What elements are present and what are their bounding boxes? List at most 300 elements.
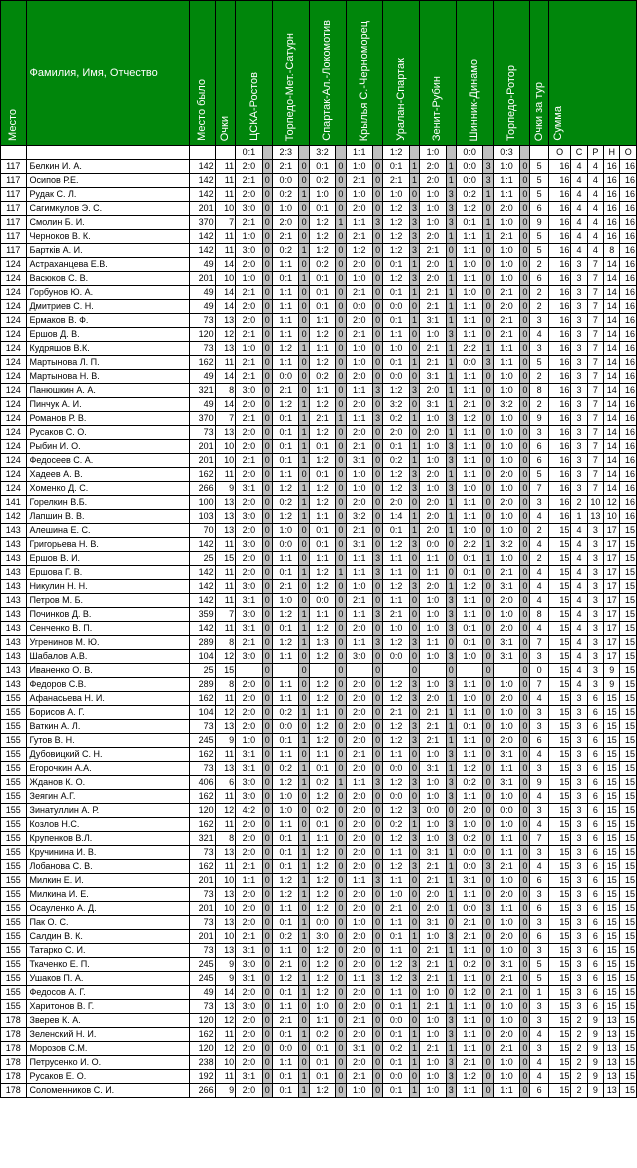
table-cell: 100 — [190, 496, 216, 510]
table-row — [1, 174, 637, 188]
table-cell: 1 — [409, 818, 419, 832]
table-cell: 2:1 — [236, 328, 263, 342]
table-cell: 0 — [483, 692, 493, 706]
results-row — [1, 146, 637, 160]
table-cell: 13 — [604, 1028, 620, 1042]
table-cell: 2:1 — [236, 930, 263, 944]
table-cell: 0 — [483, 776, 493, 790]
table-cell: 1 — [409, 440, 419, 454]
table-cell: 14 — [604, 468, 620, 482]
table-cell: 15 — [604, 902, 620, 916]
table-cell: 0 — [446, 636, 456, 650]
table-row — [1, 510, 637, 524]
table-cell: 117 — [1, 188, 27, 202]
table-cell: 0 — [520, 202, 530, 216]
table-cell: 3 — [571, 440, 587, 454]
table-cell: 0 — [409, 608, 419, 622]
table-cell: 1 — [409, 1000, 419, 1014]
table-cell: 2:0 — [420, 510, 447, 524]
table-cell: 2:0 — [236, 678, 263, 692]
table-cell: 0 — [520, 930, 530, 944]
table-cell: 1:1 — [383, 986, 410, 1000]
table-cell: 1:1 — [456, 496, 483, 510]
table-cell: 0:1 — [383, 930, 410, 944]
table-cell: 1:1 — [456, 678, 483, 692]
table-cell: 2:1 — [420, 944, 447, 958]
table-cell: 0 — [483, 622, 493, 636]
table-cell: 13 — [215, 916, 235, 930]
table-cell — [346, 664, 373, 678]
table-cell: 2:0 — [493, 202, 520, 216]
table-cell: 0 — [446, 664, 456, 678]
table-cell: 0 — [483, 608, 493, 622]
table-cell: 0:1 — [456, 216, 483, 230]
table-cell: 1:2 — [309, 986, 336, 1000]
table-cell: 7 — [215, 216, 235, 230]
table-cell: 0:1 — [309, 468, 336, 482]
table-cell: 1 — [446, 1000, 456, 1014]
table-cell: 1:1 — [272, 902, 299, 916]
participant-name: Ермаков В. Ф. — [26, 314, 190, 328]
table-cell: 0 — [336, 370, 346, 384]
table-cell: 14 — [604, 440, 620, 454]
table-cell: 3 — [571, 930, 587, 944]
table-cell: 1:1 — [383, 748, 410, 762]
table-row — [1, 580, 637, 594]
table-cell: 1:0 — [420, 622, 447, 636]
table-cell: 1:2 — [272, 482, 299, 496]
table-cell: 1 — [409, 1042, 419, 1056]
table-cell: 1:0 — [383, 622, 410, 636]
participant-name: Сенченко В. П. — [26, 622, 190, 636]
table-cell: 2:0 — [420, 160, 447, 174]
table-row — [1, 790, 637, 804]
table-cell: 0 — [373, 258, 383, 272]
table-cell: 0:2 — [456, 832, 483, 846]
table-cell: 0:1 — [272, 1084, 299, 1098]
table-cell: 3 — [571, 300, 587, 314]
table-cell: 16 — [548, 398, 570, 412]
table-cell: 0 — [520, 552, 530, 566]
table-cell: 1 — [336, 412, 346, 426]
table-cell: 6 — [587, 846, 603, 860]
table-cell: 3 — [530, 846, 548, 860]
table-cell: 0 — [483, 1028, 493, 1042]
table-cell: 0 — [373, 1084, 383, 1098]
table-cell: 0 — [336, 454, 346, 468]
table-cell: 0 — [483, 678, 493, 692]
table-cell: 0 — [409, 846, 419, 860]
table-row — [1, 944, 637, 958]
table-cell: 142 — [190, 594, 216, 608]
table-cell: 16 — [548, 440, 570, 454]
table-cell: 6 — [587, 944, 603, 958]
table-cell: 0 — [373, 986, 383, 1000]
table-cell: 3:1 — [493, 748, 520, 762]
table-cell: 0:1 — [383, 356, 410, 370]
table-cell: 406 — [190, 776, 216, 790]
header-tour-points: Очки за тур — [530, 1, 548, 146]
table-cell: 6 — [587, 916, 603, 930]
table-cell: 11 — [215, 692, 235, 706]
table-cell: 1:2 — [309, 622, 336, 636]
table-cell: 0 — [373, 538, 383, 552]
table-cell: 1:1 — [272, 468, 299, 482]
table-cell: 4 — [587, 230, 603, 244]
table-cell: 0:2 — [272, 496, 299, 510]
table-cell: 4 — [587, 174, 603, 188]
table-cell: 6 — [587, 706, 603, 720]
table-cell: 4 — [571, 608, 587, 622]
participant-name: Ершов Д. В. — [26, 328, 190, 342]
table-cell: 155 — [1, 986, 27, 1000]
header-name: Фамилия, Имя, Отчество — [26, 1, 190, 146]
table-cell: 0 — [409, 328, 419, 342]
table-cell: 0 — [520, 594, 530, 608]
table-cell: 2:0 — [420, 384, 447, 398]
table-cell: 16 — [620, 426, 637, 440]
table-cell: 0 — [336, 510, 346, 524]
table-cell: 1 — [483, 342, 493, 356]
table-cell: 0 — [262, 244, 272, 258]
table-cell: 2:1 — [272, 580, 299, 594]
table-cell: 3 — [587, 664, 603, 678]
table-cell: 1 — [446, 370, 456, 384]
table-cell: 0 — [483, 804, 493, 818]
table-cell: 0 — [373, 664, 383, 678]
table-cell: 1:2 — [383, 636, 410, 650]
table-cell: 15 — [548, 636, 570, 650]
match-result: 0:1 — [236, 146, 263, 160]
table-cell: 1 — [299, 972, 309, 986]
table-cell: 0 — [262, 944, 272, 958]
table-cell: 1:1 — [272, 300, 299, 314]
table-cell: 0 — [336, 398, 346, 412]
table-cell: 16 — [620, 398, 637, 412]
table-cell: 178 — [1, 1042, 27, 1056]
table-cell: 201 — [190, 440, 216, 454]
table-cell: 0:2 — [456, 776, 483, 790]
table-cell: 1:0 — [272, 790, 299, 804]
table-cell: 3 — [446, 216, 456, 230]
table-cell: 2:1 — [493, 972, 520, 986]
table-cell: 3 — [530, 1000, 548, 1014]
table-cell: 2:0 — [346, 314, 373, 328]
table-cell — [383, 664, 410, 678]
table-cell: 1:0 — [493, 412, 520, 426]
table-cell: 7 — [530, 832, 548, 846]
table-cell: 11 — [215, 594, 235, 608]
table-cell: 3 — [587, 636, 603, 650]
table-cell: 1 — [299, 916, 309, 930]
table-cell: 2:0 — [346, 426, 373, 440]
table-cell: 0 — [446, 566, 456, 580]
table-cell: 12 — [215, 706, 235, 720]
table-cell: 2 — [530, 552, 548, 566]
table-cell: 1:0 — [420, 216, 447, 230]
participant-name: Хоменко Д. С. — [26, 482, 190, 496]
table-cell: 1:2 — [309, 692, 336, 706]
table-cell: 0 — [262, 790, 272, 804]
table-cell: 117 — [1, 174, 27, 188]
table-cell: 2:0 — [420, 426, 447, 440]
participant-name: Пинчук А. И. — [26, 398, 190, 412]
table-cell: 1:0 — [493, 370, 520, 384]
table-cell: 1:1 — [272, 692, 299, 706]
table-cell: 0 — [483, 1000, 493, 1014]
table-cell: 0 — [373, 804, 383, 818]
table-cell: 0 — [336, 930, 346, 944]
table-cell: 3 — [571, 748, 587, 762]
table-cell: 15 — [620, 678, 637, 692]
table-cell: 1:0 — [456, 286, 483, 300]
table-cell: 3 — [571, 468, 587, 482]
table-cell: 3 — [587, 566, 603, 580]
table-cell: 2:1 — [383, 706, 410, 720]
table-cell: 15 — [548, 986, 570, 1000]
table-cell: 1:2 — [383, 384, 410, 398]
table-cell: 10 — [215, 202, 235, 216]
table-cell: 0 — [483, 496, 493, 510]
table-cell: 0 — [299, 818, 309, 832]
table-cell: 8 — [530, 608, 548, 622]
table-cell: 3 — [409, 804, 419, 818]
table-cell: 2:0 — [346, 1000, 373, 1014]
table-cell: 4 — [530, 580, 548, 594]
table-cell: 5 — [530, 958, 548, 972]
table-cell: 9 — [587, 1084, 603, 1098]
table-cell: 0 — [373, 1056, 383, 1070]
table-cell: 3 — [530, 720, 548, 734]
table-cell: 14 — [604, 328, 620, 342]
table-cell: 1:2 — [456, 412, 483, 426]
table-cell: 14 — [604, 314, 620, 328]
table-cell: 3:0 — [346, 650, 373, 664]
table-cell: 0 — [262, 202, 272, 216]
table-cell: 1:2 — [309, 650, 336, 664]
table-cell: 0 — [262, 804, 272, 818]
table-cell: 0 — [520, 1070, 530, 1084]
table-cell: 2:0 — [493, 930, 520, 944]
table-cell: 16 — [548, 454, 570, 468]
participant-name: Крупенков В.Л. — [26, 832, 190, 846]
table-cell: 155 — [1, 944, 27, 958]
participant-name: Милкин Е. И. — [26, 874, 190, 888]
table-cell: 3 — [409, 860, 419, 874]
table-cell: 3:1 — [456, 874, 483, 888]
table-cell: 3 — [446, 1084, 456, 1098]
table-cell: 0 — [520, 636, 530, 650]
table-cell: 0:1 — [309, 300, 336, 314]
table-cell: 1 — [299, 188, 309, 202]
table-cell: 2:0 — [346, 258, 373, 272]
table-cell: 0 — [373, 174, 383, 188]
table-cell: 0 — [520, 1000, 530, 1014]
table-cell: 0:2 — [309, 174, 336, 188]
table-cell: 155 — [1, 874, 27, 888]
table-cell: 142 — [190, 622, 216, 636]
table-cell: 0 — [336, 622, 346, 636]
table-cell: 0 — [520, 538, 530, 552]
summary-header: С — [571, 146, 587, 160]
table-cell: 1:0 — [346, 1084, 373, 1098]
table-cell: 0 — [409, 496, 419, 510]
table-cell: 0:1 — [272, 1070, 299, 1084]
table-cell: 0 — [483, 748, 493, 762]
table-cell: 6 — [587, 888, 603, 902]
table-cell: 1 — [483, 230, 493, 244]
table-cell: 15 — [548, 566, 570, 580]
table-cell: 13 — [604, 1084, 620, 1098]
table-cell: 0 — [520, 1014, 530, 1028]
table-cell: 1:1 — [420, 552, 447, 566]
table-cell: 2:1 — [420, 860, 447, 874]
table-cell: 1 — [299, 706, 309, 720]
table-row — [1, 846, 637, 860]
table-cell: 0 — [409, 874, 419, 888]
table-cell: 0 — [299, 328, 309, 342]
table-cell: 15 — [620, 748, 637, 762]
table-cell: 70 — [190, 524, 216, 538]
table-cell: 7 — [215, 608, 235, 622]
table-cell: 73 — [190, 762, 216, 776]
table-cell: 0 — [409, 370, 419, 384]
table-cell: 0 — [336, 664, 346, 678]
table-cell: 2:1 — [420, 300, 447, 314]
table-cell: 0 — [483, 300, 493, 314]
table-cell: 1 — [446, 958, 456, 972]
table-cell: 2:0 — [346, 804, 373, 818]
table-cell: 3 — [446, 1056, 456, 1070]
table-cell: 3:0 — [236, 608, 263, 622]
table-cell: 16 — [548, 272, 570, 286]
table-cell: 162 — [190, 692, 216, 706]
table-cell: 2:1 — [493, 566, 520, 580]
table-cell: 103 — [190, 510, 216, 524]
table-cell: 0 — [483, 482, 493, 496]
table-cell: 3 — [571, 818, 587, 832]
table-cell: 1:2 — [272, 342, 299, 356]
table-cell: 0 — [262, 258, 272, 272]
table-cell: 12 — [215, 804, 235, 818]
table-cell: 1:1 — [272, 286, 299, 300]
table-cell: 1:2 — [309, 874, 336, 888]
table-cell: 16 — [548, 300, 570, 314]
table-cell: 0 — [373, 580, 383, 594]
table-cell: 1:0 — [309, 1000, 336, 1014]
table-cell: 1 — [446, 426, 456, 440]
table-cell: 11 — [215, 818, 235, 832]
table-cell: 0 — [336, 636, 346, 650]
table-cell: 3:1 — [420, 762, 447, 776]
table-cell: 1:2 — [309, 328, 336, 342]
table-cell: 3 — [373, 636, 383, 650]
table-cell: 124 — [1, 300, 27, 314]
table-cell: 14 — [604, 426, 620, 440]
table-cell: 0:1 — [383, 1028, 410, 1042]
table-cell: 1 — [299, 496, 309, 510]
table-cell: 0:2 — [272, 706, 299, 720]
table-row — [1, 552, 637, 566]
table-cell: 0 — [262, 1070, 272, 1084]
table-cell: 0 — [262, 160, 272, 174]
table-cell: 0:2 — [383, 1042, 410, 1056]
table-cell: 1 — [446, 510, 456, 524]
table-cell: 0:1 — [272, 832, 299, 846]
table-cell: 1:1 — [272, 356, 299, 370]
table-cell: 0 — [373, 818, 383, 832]
table-cell: 2:1 — [420, 958, 447, 972]
table-cell: 1 — [409, 160, 419, 174]
table-cell: 1:1 — [272, 328, 299, 342]
table-cell: 2 — [571, 1042, 587, 1056]
table-cell: 124 — [1, 370, 27, 384]
table-cell: 3 — [571, 916, 587, 930]
table-row — [1, 706, 637, 720]
table-cell: 1:1 — [346, 972, 373, 986]
table-cell: 6 — [215, 776, 235, 790]
table-cell: 2:1 — [236, 454, 263, 468]
table-cell: 0 — [262, 846, 272, 860]
table-cell: 1:1 — [272, 1056, 299, 1070]
table-cell: 2:0 — [346, 1056, 373, 1070]
table-row — [1, 902, 637, 916]
table-cell: 2:0 — [236, 1042, 263, 1056]
table-cell: 6 — [587, 986, 603, 1000]
table-cell: 2:1 — [493, 286, 520, 300]
table-cell: 2:1 — [456, 398, 483, 412]
table-cell: 0 — [530, 664, 548, 678]
table-cell: 6 — [587, 930, 603, 944]
table-cell: 0 — [520, 1042, 530, 1056]
table-cell: 117 — [1, 160, 27, 174]
table-cell: 3 — [571, 790, 587, 804]
table-cell: 0 — [262, 748, 272, 762]
table-cell: 4 — [571, 202, 587, 216]
table-cell: 0 — [373, 398, 383, 412]
table-cell: 11 — [215, 174, 235, 188]
table-cell: 2:1 — [346, 1070, 373, 1084]
table-cell: 0 — [520, 398, 530, 412]
table-cell: 0 — [520, 258, 530, 272]
table-row — [1, 622, 637, 636]
table-cell: 14 — [604, 258, 620, 272]
table-cell: 0 — [262, 1042, 272, 1056]
table-row — [1, 160, 637, 174]
table-cell: 2:0 — [346, 202, 373, 216]
table-cell: 124 — [1, 440, 27, 454]
table-cell: 0 — [373, 244, 383, 258]
table-cell: 1:1 — [309, 1014, 336, 1028]
table-cell: 16 — [620, 258, 637, 272]
table-cell: 2:1 — [493, 230, 520, 244]
participant-name: Федоров С.В. — [26, 678, 190, 692]
table-cell: 0 — [299, 804, 309, 818]
table-cell: 1:1 — [272, 650, 299, 664]
table-cell: 3 — [446, 748, 456, 762]
table-cell: 142 — [190, 230, 216, 244]
table-cell: 1:1 — [309, 748, 336, 762]
table-cell: 1:0 — [456, 482, 483, 496]
table-cell: 0 — [409, 300, 419, 314]
table-cell: 1:0 — [493, 720, 520, 734]
participant-name: Петрусенко И. О. — [26, 1056, 190, 1070]
table-row — [1, 342, 637, 356]
table-cell: 2 — [571, 496, 587, 510]
table-cell: 0:0 — [383, 300, 410, 314]
table-cell: 3 — [373, 552, 383, 566]
table-cell: 3 — [446, 1070, 456, 1084]
